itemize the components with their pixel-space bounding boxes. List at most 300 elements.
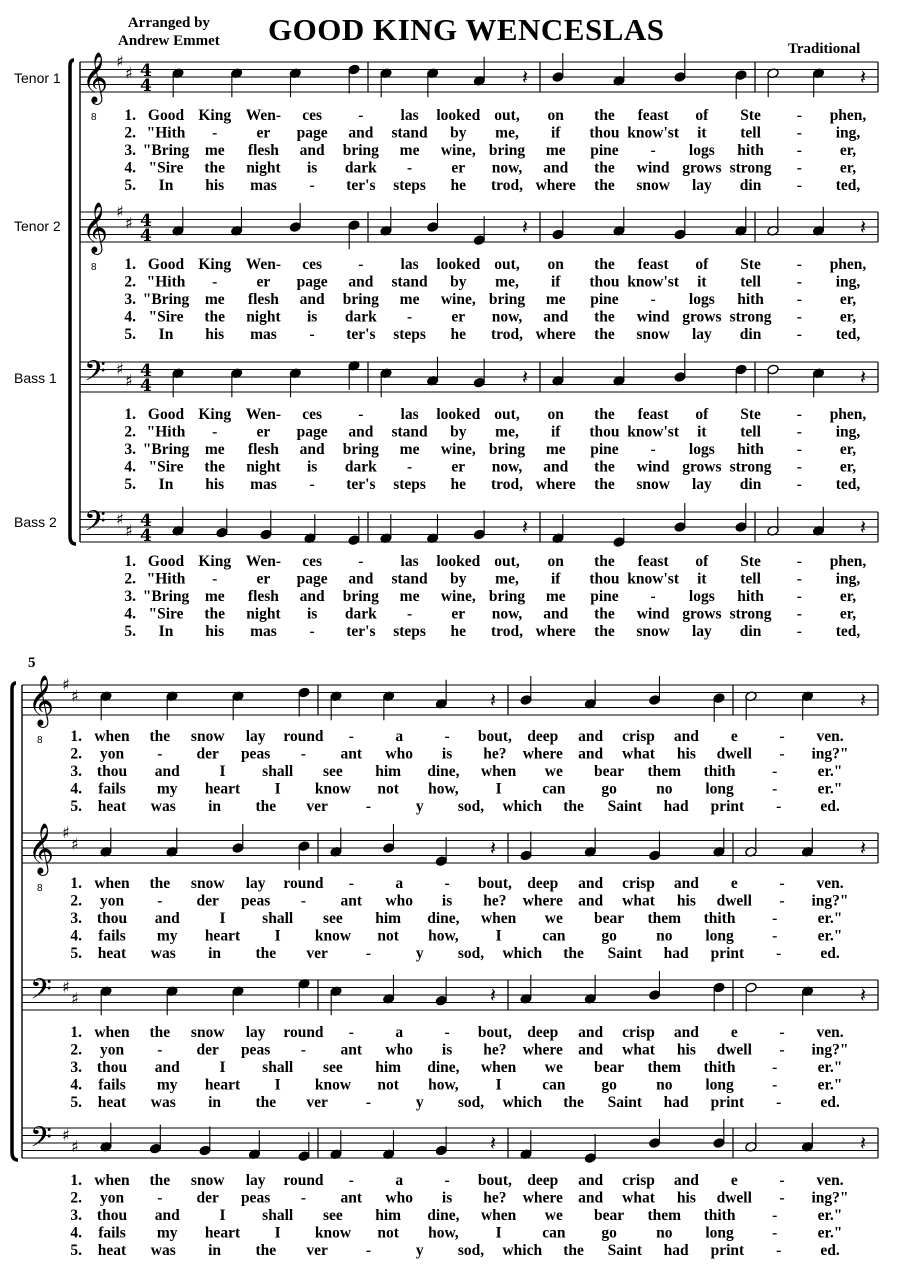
s1-staff1-lyric-word: steps: [393, 177, 426, 194]
s1-staff4-lyric-word: hith: [737, 588, 764, 605]
s1-staff3-lyric-word: ing,: [835, 423, 861, 441]
s1-staff4-lyric-word: ces: [302, 553, 323, 570]
s2-staff2-lyric-word: them: [647, 910, 682, 927]
s1-staff1-lyric-word: din: [739, 177, 762, 194]
s1-staff1-lyric-word: dark: [344, 159, 377, 177]
s2-staff3-lyric-word: and: [578, 1041, 604, 1059]
s1-staff3-lyric-word: "Hith: [146, 423, 186, 441]
s2-staff4-lyric-word: ed.: [820, 1242, 840, 1259]
s1-staff4-lyric-word: grows: [682, 605, 722, 623]
s1-staff4-lyric-word: thou: [589, 570, 620, 588]
s1-staff4-lyric-word: er: [451, 605, 466, 623]
arranger-name: Andrew Emmet: [118, 33, 220, 49]
s1-staff2-lyric-word: on: [547, 256, 564, 273]
s1-staff2-lyric-word: -: [650, 291, 656, 308]
s1-staff2-lyric-word: grows: [682, 308, 722, 326]
s2-staff3-lyric-word: long: [705, 1076, 734, 1094]
s2-staff3-lyric-word: the: [149, 1024, 171, 1041]
s1-staff3-lyric-word: bring: [488, 441, 526, 458]
s2-staff2-lyric-word: heat: [97, 945, 127, 962]
s2-staff4-sharp-icon: ♯: [62, 1125, 70, 1145]
s2-staff3-lyric-word: and: [673, 1024, 699, 1041]
s2-staff4-lyric-word: the: [563, 1242, 584, 1259]
s1-staff3-lyric-word: out,: [494, 406, 520, 423]
bar-number: 5: [28, 655, 36, 671]
s2-staff3-lyric-word: had: [663, 1094, 689, 1111]
s2-staff1-lyric-word: heart: [204, 780, 241, 798]
s2-staff3-lyric-word: e: [730, 1024, 738, 1041]
s2-staff3-lyric-word: peas: [240, 1041, 271, 1059]
s1-staff1-lyric-word: wind: [636, 159, 670, 177]
s2-staff1-lyric-word: -: [776, 798, 782, 815]
s2-staff2-lyric-word: round: [283, 875, 324, 892]
s2-staff3-lyric-word: and: [154, 1059, 180, 1076]
s1-staff1-lyric-word: know'st: [627, 124, 679, 142]
s2-staff2-lyric-word: his: [676, 892, 696, 910]
s2-staff3-lyric-word: der: [196, 1041, 219, 1059]
s2-staff1-lyric-word: Saint: [607, 798, 643, 815]
s1-staff3-lyric-word: King: [198, 406, 232, 423]
s2-staff3-lyric-word: thou: [96, 1059, 128, 1076]
s2-staff4-quarter-rest-icon: 𝄽: [860, 1131, 867, 1155]
s2-staff2-lyric-word: -: [348, 875, 354, 892]
s1-staff4-lyric-word: strong: [729, 605, 772, 623]
s2-staff2-lyric-word: and: [154, 910, 180, 927]
s2-staff4-lyric-word: when: [480, 1207, 517, 1224]
s1-staff1-lyric-word: las: [400, 107, 419, 124]
s1-staff2-lyric-word: me: [204, 291, 225, 308]
s1-staff1-lyric-word: night: [246, 159, 281, 177]
s2-staff2-lyric-word: shall: [262, 910, 294, 927]
s2-staff4-lyric-word: and: [673, 1172, 699, 1189]
s2-staff2-lyric-word: thith: [703, 910, 736, 927]
s1-staff1-lyric-word: and: [543, 159, 569, 177]
s2-staff1-lyric-word: -: [779, 745, 785, 763]
s1-staff1-lyric-word: logs: [688, 142, 715, 159]
s2-staff2-lyric-word: 4.: [70, 927, 82, 945]
s2-staff1-lyric-word: how,: [428, 780, 459, 798]
s1-staff4-lyric-word: stand: [391, 570, 428, 588]
s1-staff4-lyric-word: Ste: [740, 553, 761, 570]
s2-staff2-lyric-word: ven.: [816, 875, 844, 892]
s2-staff2-lyric-word: was: [150, 945, 176, 962]
s2-staff1-lyric-word: -: [365, 798, 372, 815]
s1-staff2-lyric-word: wine,: [440, 291, 476, 308]
s2-staff3-lyric-word: 4.: [70, 1076, 82, 1094]
s2-staff1-lyric-word: see: [323, 763, 343, 780]
s2-staff4-lyric-word: peas: [240, 1189, 271, 1207]
s2-staff4-lyric-word: heat: [97, 1242, 127, 1259]
s1-staff4-lyric-word: it: [697, 570, 707, 588]
s2-staff4-lyric-word: 2.: [70, 1189, 82, 1207]
s1-staff2-lyric-word: -: [796, 273, 802, 291]
s1-staff4-lyric-word: where: [535, 623, 576, 640]
s2-staff2-lyric-word: I: [495, 927, 502, 945]
s1-staff4-lyric-word: me: [399, 588, 420, 605]
s1-staff3-lyric-word: and: [299, 441, 325, 458]
s2-staff3-lyric-word: print: [710, 1094, 745, 1111]
s2-staff1-lyric-word: peas: [240, 745, 271, 763]
s2-staff1-lyric-word: I: [219, 763, 226, 780]
s2-staff3-lyric-word: er.": [817, 1076, 843, 1094]
s1-staff3-lyric-word: steps: [393, 476, 426, 493]
s1-staff1-lyric-word: out,: [494, 107, 520, 124]
s1-staff4-lyric-word: -: [796, 623, 802, 640]
s1-staff2-lyric-word: mas: [250, 326, 277, 343]
s2-staff3-lyric-word: the: [563, 1094, 584, 1111]
s2-staff4-sharp-icon: ♯: [71, 1136, 79, 1156]
s1-staff4-lyric-word: Wen-: [245, 553, 282, 570]
s1-staff2-lyric-word: of: [695, 256, 709, 273]
s1-staff3-lyric-word: -: [796, 458, 802, 476]
s1-staff3-lyric-word: er,: [839, 441, 857, 458]
s2-staff2-lyric-word: I: [274, 927, 281, 945]
s1-staff4-lyric-word: er,: [839, 605, 857, 623]
s1-staff3-lyric-word: where: [535, 476, 576, 493]
s2-staff3-lyric-word: how,: [428, 1076, 459, 1094]
s1-staff1-lyric-word: looked: [436, 107, 481, 124]
s2-staff4-lyric-word: 5.: [70, 1242, 82, 1259]
s2-staff1-lyric-word: ver: [306, 798, 328, 815]
s2-staff2-lyric-word: who: [385, 892, 413, 910]
s1-bracket: [70, 60, 76, 544]
s2-staff3-lyric-word: -: [300, 1041, 307, 1059]
s1-staff3-lyric-word: 2.: [124, 423, 136, 441]
s1-staff2-lyric-word: 4.: [124, 308, 136, 326]
s2-staff2-lyric-word: peas: [240, 892, 271, 910]
s2-staff2-lyric-word: -: [779, 892, 785, 910]
s2-staff2-lyric-word: -: [300, 892, 307, 910]
s1-staff3-lyric-word: -: [309, 476, 315, 493]
s2-staff2-lyric-word: -: [776, 945, 782, 962]
s1-staff1-lyric-word: 2.: [124, 124, 136, 142]
s1-staff4-lyric-word: his: [205, 623, 225, 640]
s1-staff4-time-bottom: 4: [140, 526, 152, 546]
s1-staff4-lyric-word: -: [796, 605, 802, 623]
s2-staff3-lyric-word: heat: [97, 1094, 127, 1111]
s1-staff2-lyric-word: the: [594, 326, 615, 343]
s1-staff1-lyric-word: page: [296, 124, 328, 142]
s2-staff1-lyric-word: y: [415, 798, 424, 815]
s2-staff4-lyric-word: yon: [99, 1189, 125, 1207]
s1-staff4-lyric-word: and: [543, 605, 569, 623]
s1-staff2-lyric-word: hith: [737, 291, 764, 308]
s1-staff3-lyric-word: las: [400, 406, 419, 423]
s2-staff2-lyric-word: Saint: [607, 945, 643, 962]
s1-staff1-lyric-word: snow: [636, 177, 670, 194]
s2-staff3-lyric-word: ing?": [811, 1041, 849, 1059]
s1-staff1-lyric-word: King: [198, 107, 232, 124]
s1-staff4-lyric-word: of: [695, 553, 709, 570]
s1-staff4-lyric-word: phen,: [829, 553, 867, 570]
s2-staff2-lyric-word: e: [730, 875, 738, 892]
s1-staff2-lyric-word: tell: [740, 273, 761, 291]
s1-staff1-lyric-word: -: [650, 142, 656, 159]
s1-staff1-quarter-rest-icon: 𝄽: [860, 65, 867, 89]
s1-staff3-lyric-word: me: [399, 441, 420, 458]
s1-staff3-lyric-word: flesh: [247, 441, 279, 458]
s1-staff1-lyric-word: of: [695, 107, 709, 124]
s2-staff4-lyric-word: -: [157, 1189, 163, 1207]
s1-staff1-lyric-word: by: [450, 124, 467, 142]
s2-staff4-lyric-word: the: [149, 1172, 171, 1189]
s1-staff2-lyric-word: he: [450, 326, 467, 343]
s2-staff1-lyric-word: go: [601, 780, 617, 798]
s1-staff3-lyric-word: 5.: [124, 476, 136, 493]
s2-staff2-lyric-word: the: [255, 945, 277, 962]
s1-staff1-lyric-word: tell: [740, 124, 761, 142]
s1-staff2-lyric-word: trod,: [490, 326, 524, 343]
s2-bracket: [12, 683, 18, 1160]
s2-staff3-lyric-word: I: [219, 1059, 226, 1076]
s1-staff2-lyric-word: ter's: [346, 326, 376, 343]
s2-staff2-lyric-word: can: [542, 927, 566, 945]
s1-staff1-lyric-word: ted,: [835, 177, 861, 194]
s2-staff3-lyric-word: Saint: [607, 1094, 643, 1111]
s1-staff1-lyric-word: "Hith: [146, 124, 186, 142]
s2-staff4-lyric-word: -: [779, 1189, 785, 1207]
s2-staff4-lyric-word: ver: [306, 1242, 328, 1259]
s1-staff4-lyric-word: know'st: [627, 570, 679, 588]
s2-staff3-lyric-word: 3.: [70, 1059, 82, 1076]
s1-staff2-lyric-word: stand: [391, 273, 428, 291]
s1-staff3-lyric-word: me,: [495, 423, 519, 441]
s1-staff3-lyric-word: din: [739, 476, 762, 493]
s1-staff1-lyric-word: wine,: [440, 142, 476, 159]
s1-staff4-lyric-word: now,: [491, 605, 523, 623]
s2-staff1-lyric-word: er.": [817, 763, 843, 780]
s2-staff2-lyric-word: ed.: [820, 945, 840, 962]
s1-staff3-lyric-word: lay: [691, 476, 712, 493]
s1-staff1-lyric-word: and: [348, 124, 374, 142]
s1-staff2-lyric-word: Ste: [740, 256, 761, 273]
s1-staff1-lyric-word: the: [594, 177, 615, 194]
s2-staff1-lyric-word: the: [563, 798, 584, 815]
s2-staff1-lyric-word: -: [772, 780, 778, 798]
s2-staff1-lyric-word: the: [255, 798, 277, 815]
s2-staff2-lyric-word: where: [522, 892, 563, 910]
s1-staff2-lyric-word: out,: [494, 256, 520, 273]
s1-staff2-time-bottom: 4: [140, 226, 152, 246]
s1-staff2-lyric-word: now,: [491, 308, 523, 326]
s1-staff2-lyric-word: dark: [344, 308, 377, 326]
s2-staff3-lyric-word: them: [647, 1059, 682, 1076]
s1-staff4-lyric-word: bring: [488, 588, 526, 605]
s1-staff1-treble-clef-icon: 𝄞: [82, 52, 109, 103]
s2-staff3-lyric-word: -: [348, 1024, 354, 1041]
s2-staff1-lyric-word: no: [656, 780, 673, 798]
s2-staff3-lyric-word: snow: [190, 1024, 225, 1041]
s2-staff1-lyric-word: is: [441, 745, 453, 763]
s2-staff4-lyric-word: fails: [98, 1224, 126, 1242]
s1-staff2-lyric-word: me: [545, 291, 566, 308]
s1-staff2-lyric-word: thou: [589, 273, 620, 291]
s1-staff4-lyric-word: 5.: [124, 623, 136, 640]
s2-staff3-lyric-word: not: [377, 1076, 399, 1094]
s1-staff2-lyric-word: -: [796, 291, 802, 308]
s2-staff4-lyric-word: was: [150, 1242, 176, 1259]
s2-staff4-lyric-word: no: [656, 1224, 673, 1242]
s2-staff1-lyric-word: thith: [703, 763, 736, 780]
s1-staff4-lyric-word: -: [796, 588, 802, 605]
s2-staff3-lyric-word: which: [502, 1094, 543, 1111]
s2-staff4-lyric-word: thou: [96, 1207, 128, 1224]
s1-staff4-lyric-word: -: [212, 570, 218, 588]
s2-staff2-lyric-word: when: [94, 875, 130, 892]
s2-staff1-lyric-word: had: [663, 798, 689, 815]
s2-staff3-lyric-word: shall: [262, 1059, 294, 1076]
s1-staff3-lyric-word: me: [545, 441, 566, 458]
s1-staff2-lyric-word: page: [296, 273, 328, 291]
s2-staff1-lyric-word: print: [710, 798, 745, 815]
s1-staff2-lyric-word: pine: [590, 291, 619, 308]
s1-staff1-lyric-word: pine: [590, 142, 619, 159]
s1-staff2-lyric-word: the: [594, 256, 615, 273]
s2-staff2-lyric-word: know: [314, 927, 352, 945]
s2-staff2-lyric-word: is: [441, 892, 453, 910]
s1-staff1-lyric-word: strong: [729, 159, 772, 177]
s1-staff1-lyric-word: and: [299, 142, 325, 159]
s1-staff1-lyric-word: "Sire: [148, 159, 184, 177]
s1-staff1-lyric-word: if: [550, 124, 561, 142]
s1-staff2-lyric-word: Wen-: [245, 256, 282, 273]
s1-staff1-lyric-word: er,: [839, 142, 857, 159]
s2-staff4-lyric-word: -: [772, 1207, 778, 1224]
s2-staff1-lyric-word: my: [156, 780, 178, 798]
s2-staff1-lyric-word: heat: [97, 798, 127, 815]
s1-staff3-lyric-word: and: [543, 458, 569, 476]
s2-staff1-lyric-word: er.": [817, 780, 843, 798]
s1-staff3-time-bottom: 4: [140, 376, 152, 396]
s2-staff3-lyric-word: is: [441, 1041, 453, 1059]
s2-staff4-lyric-word: I: [495, 1224, 502, 1242]
s2-staff4-lyric-word: 1.: [70, 1172, 82, 1189]
s2-staff3-lyric-word: -: [772, 1076, 778, 1094]
s2-staff4-lyric-word: print: [710, 1242, 745, 1259]
s2-staff1-lyric-word: who: [385, 745, 413, 763]
s1-staff4-lyric-word: King: [198, 553, 232, 570]
s2-staff1-sharp-icon: ♯: [62, 675, 70, 694]
s1-staff1-lyric-word: ing,: [835, 124, 861, 142]
s2-staff3-lyric-word: him: [375, 1059, 402, 1076]
s2-staff2-lyric-word: see: [323, 910, 343, 927]
s2-staff4-lyric-word: ven.: [816, 1172, 844, 1189]
s2-staff2-lyric-word: what: [622, 892, 655, 910]
s2-staff1-lyric-word: a: [395, 728, 404, 745]
s1-staff2-quarter-rest-icon: 𝄽: [860, 215, 867, 239]
s2-staff4-lyric-word: my: [156, 1224, 178, 1242]
s1-staff3-lyric-word: by: [450, 423, 467, 441]
s1-staff2-lyric-word: -: [358, 256, 364, 273]
s1-staff4-lyric-word: din: [739, 623, 762, 640]
s1-staff2-octave-mark: 8: [91, 262, 97, 273]
s1-staff1-lyric-word: -: [796, 177, 802, 194]
s1-staff4-lyric-word: ing,: [835, 570, 861, 588]
s1-staff3-lyric-word: -: [796, 476, 802, 493]
s2-staff1-lyric-word: dine,: [427, 763, 460, 780]
s2-staff1-lyric-word: crisp: [622, 728, 655, 745]
s1-staff4-lyric-word: trod,: [490, 623, 524, 640]
s1-staff1-lyric-word: where: [535, 177, 576, 194]
s1-staff4-quarter-rest-icon: 𝄽: [860, 515, 867, 539]
s1-staff4-lyric-word: night: [246, 605, 281, 623]
s1-staff4-lyric-word: he: [450, 623, 467, 640]
s1-staff3-lyric-word: logs: [688, 441, 715, 458]
s2-staff3-lyric-word: know: [314, 1076, 352, 1094]
s2-staff1-lyric-word: ed.: [820, 798, 840, 815]
s2-staff4-lyric-word: where: [522, 1189, 563, 1207]
s1-staff2-lyric-word: King: [198, 256, 232, 273]
s1-staff1-time-bottom: 4: [140, 76, 152, 96]
s2-staff2-quarter-rest-icon: 𝄽: [490, 836, 497, 860]
s2-staff4-lyric-word: is: [441, 1189, 453, 1207]
s1-staff2-lyric-word: er: [256, 273, 271, 291]
s2-staff4-lyric-word: know: [314, 1224, 352, 1242]
s2-staff2-lyric-word: which: [502, 945, 543, 962]
part-label-tenor2: Tenor 2: [14, 218, 61, 234]
s2-staff4-quarter-rest-icon: 𝄽: [490, 1131, 497, 1155]
s2-staff1-lyric-word: in: [208, 798, 222, 815]
s1-staff4-lyric-word: me: [545, 588, 566, 605]
s2-staff1-lyric-word: ven.: [816, 728, 844, 745]
s2-staff1-treble-clef-icon: 𝄞: [28, 675, 55, 726]
s2-staff4-lyric-word: Saint: [607, 1242, 643, 1259]
s1-staff3-lyric-word: the: [594, 476, 615, 493]
s2-staff4-lyric-word: bear: [594, 1207, 625, 1224]
s1-staff3-quarter-rest-icon: 𝄽: [522, 365, 529, 389]
s2-staff4-lyric-word: who: [385, 1189, 413, 1207]
s1-staff3-lyric-word: know'st: [627, 423, 679, 441]
s2-staff4-lyric-word: der: [196, 1189, 219, 1207]
s1-staff4-lyric-word: In: [158, 623, 174, 640]
s2-staff2-lyric-word: not: [377, 927, 399, 945]
s2-staff4-lyric-word: 4.: [70, 1224, 82, 1242]
s1-staff4-lyric-word: wind: [636, 605, 670, 623]
s2-staff2-sharp-icon: ♯: [62, 823, 70, 842]
s1-staff2-lyric-word: ces: [302, 256, 323, 273]
s2-staff4-lyric-word: -: [348, 1172, 354, 1189]
s2-staff2-lyric-word: when: [480, 910, 517, 927]
s1-staff2-lyric-word: and: [348, 273, 374, 291]
s2-staff4-lyric-word: a: [395, 1172, 404, 1189]
s1-staff1-lyric-word: hith: [737, 142, 764, 159]
s2-staff2-lyric-word: -: [365, 945, 372, 962]
s1-staff2-lyric-word: phen,: [829, 256, 867, 273]
s2-staff1-lyric-word: I: [495, 780, 502, 798]
s1-staff2-lyric-word: it: [697, 273, 707, 291]
s2-staff2-lyric-word: er.": [817, 927, 843, 945]
s1-staff2-lyric-word: the: [204, 308, 226, 326]
s1-staff3-lyric-word: he: [450, 476, 467, 493]
s1-staff3-lyric-word: now,: [491, 458, 523, 476]
s1-staff3-lyric-word: mas: [250, 476, 277, 493]
s1-staff2-lyric-word: er,: [839, 308, 857, 326]
s1-staff3-time-top: 4: [140, 361, 152, 381]
s1-staff3-lyric-word: hith: [737, 441, 764, 458]
s2-staff2-lyric-word: fails: [98, 927, 126, 945]
s2-staff3-lyric-word: er.": [817, 1059, 843, 1076]
s2-staff4-lyric-word: which: [502, 1242, 543, 1259]
s2-staff1-lyric-word: fails: [98, 780, 126, 798]
s2-staff2-lyric-word: er.": [817, 910, 843, 927]
s2-staff1-lyric-word: shall: [262, 763, 294, 780]
s1-staff3-lyric-word: is: [306, 458, 318, 476]
s1-staff3-lyric-word: -: [796, 406, 802, 423]
s2-staff4-lyric-word: er.": [817, 1207, 843, 1224]
s1-staff2-lyric-word: bring: [488, 291, 526, 308]
s1-staff4-sharp-icon: ♯: [125, 520, 133, 540]
s2-staff1-lyric-word: -: [157, 745, 163, 763]
